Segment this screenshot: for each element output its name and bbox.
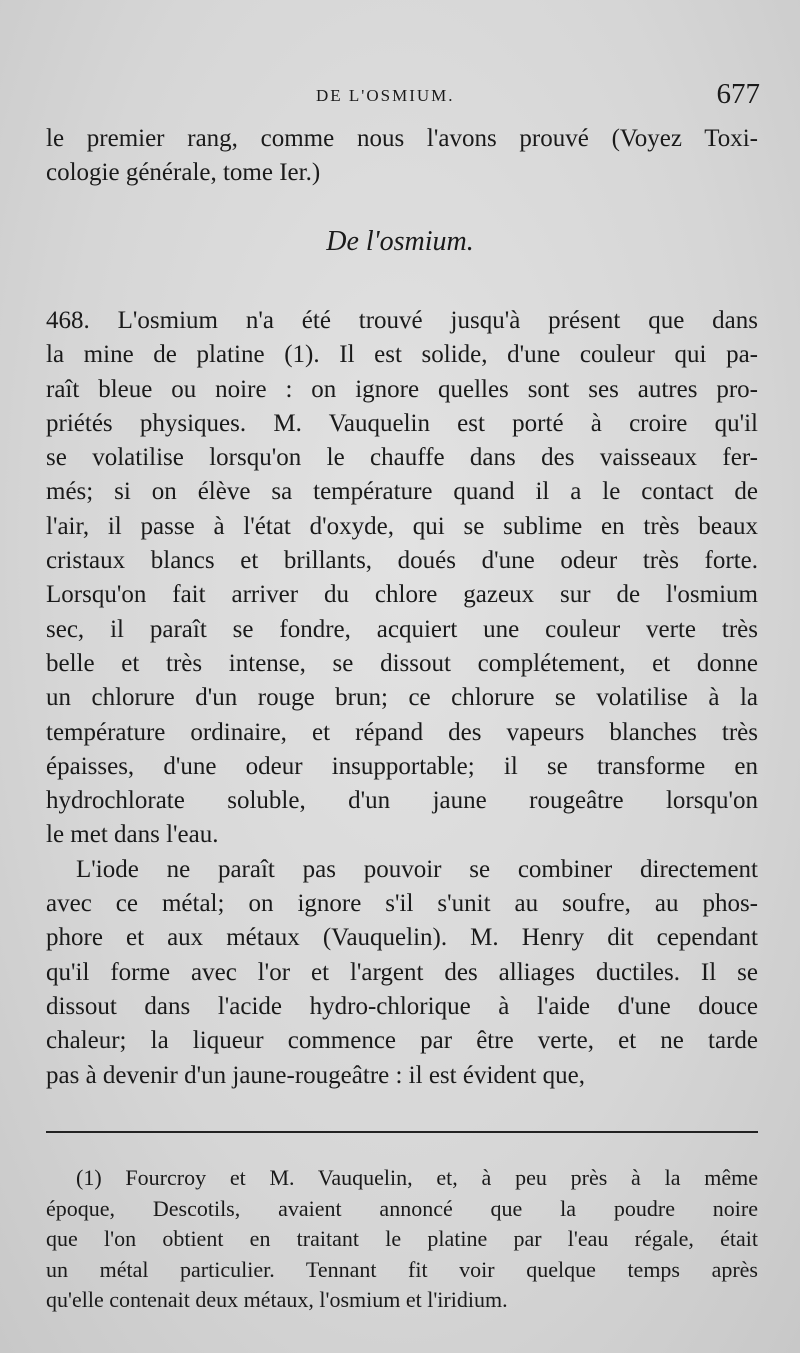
page-header — [46, 78, 760, 114]
text-line: 468. L'osmium n'a été trouvé jusqu'à présent que dans — [46, 307, 758, 334]
text-line: le met dans l'eau. — [46, 821, 219, 849]
footnote-line: (1) Fourcroy et M. Vauquelin, et, à peu près à la même — [76, 1165, 758, 1190]
text-line: L'iode ne paraît pas pouvoir se combiner directement — [76, 855, 758, 883]
text-line: Lorsqu'on fait arriver du chlore gazeux sur de l'osmium — [46, 581, 758, 609]
text-line: més; si on élève sa température quand il a le contact de — [46, 478, 758, 506]
text-line: cristaux blancs et brillants, doués d'une odeur très forte. — [46, 547, 758, 575]
text-line: raît bleue ou noire : on ignore quelles sont ses autres pro- — [46, 375, 758, 403]
page-number: 677 — [716, 78, 760, 110]
text-line: avec ce métal; on ignore s'il s'unit au soufre, au phos- — [46, 890, 758, 918]
text-line: la mine de platine (1). Il est solide, d'une couleur qui pa- — [46, 341, 758, 369]
text-line: qu'il forme avec l'or et l'argent des alliages ductiles. Il se — [46, 958, 758, 986]
footnote-line: un métal particulier. Tennant fit voir quelque temps après — [46, 1256, 758, 1282]
footnote-line: que l'on obtient en traitant le platine par l'eau régale, était — [46, 1226, 758, 1251]
footnote — [46, 1163, 758, 1316]
running-title: DE L'OSMIUM. — [316, 86, 455, 105]
text-line: belle et très intense, se dissout complétement, et donne — [46, 649, 758, 677]
text-line: hydrochlorate soluble, d'un jaune rougeâtre lorsqu'on — [46, 787, 758, 815]
section-heading: De l'osmium. — [326, 226, 474, 257]
text-line: phore et aux métaux (Vauquelin). M. Henry dit cependant — [46, 924, 758, 952]
text-line: priétés physiques. M. Vauquelin est porté à croire qu'il — [46, 409, 758, 437]
carry-over-paragraph — [46, 122, 758, 191]
footnote-divider — [46, 1131, 758, 1133]
text-line: dissout dans l'acide hydro-chlorique à l'aide d'une douce — [46, 992, 758, 1020]
text-line: cologie générale, tome Ier.) — [46, 159, 321, 187]
text-line: le premier rang, comme nous l'avons prouvé (Voyez Toxi- — [46, 125, 758, 152]
text-line: sec, il paraît se fondre, acquiert une couleur verte très — [46, 615, 758, 643]
footnote-line: époque, Descotils, avaient annoncé que la poudre noire — [46, 1195, 758, 1221]
text-line: un chlorure d'un rouge brun; ce chlorure se volatilise à la — [46, 684, 758, 712]
text-line: l'air, il passe à l'état d'oxyde, qui se sublime en très beaux — [46, 512, 758, 540]
text-line: chaleur; la liqueur commence par être verte, et ne tarde — [46, 1027, 758, 1055]
paragraph-468 — [46, 304, 758, 1093]
text-line: température ordinaire, et répand des vapeurs blanches très — [46, 718, 758, 746]
text-line: se volatilise lorsqu'on le chauffe dans des vaisseaux fer- — [46, 444, 758, 472]
text-line: pas à devenir d'un jaune-rougeâtre : il est évident que, — [46, 1061, 586, 1089]
text-line: épaisses, d'une odeur insupportable; il se transforme en — [46, 752, 758, 780]
footnote-line: qu'elle contenait deux métaux, l'osmium et l'iridium. — [46, 1287, 508, 1312]
